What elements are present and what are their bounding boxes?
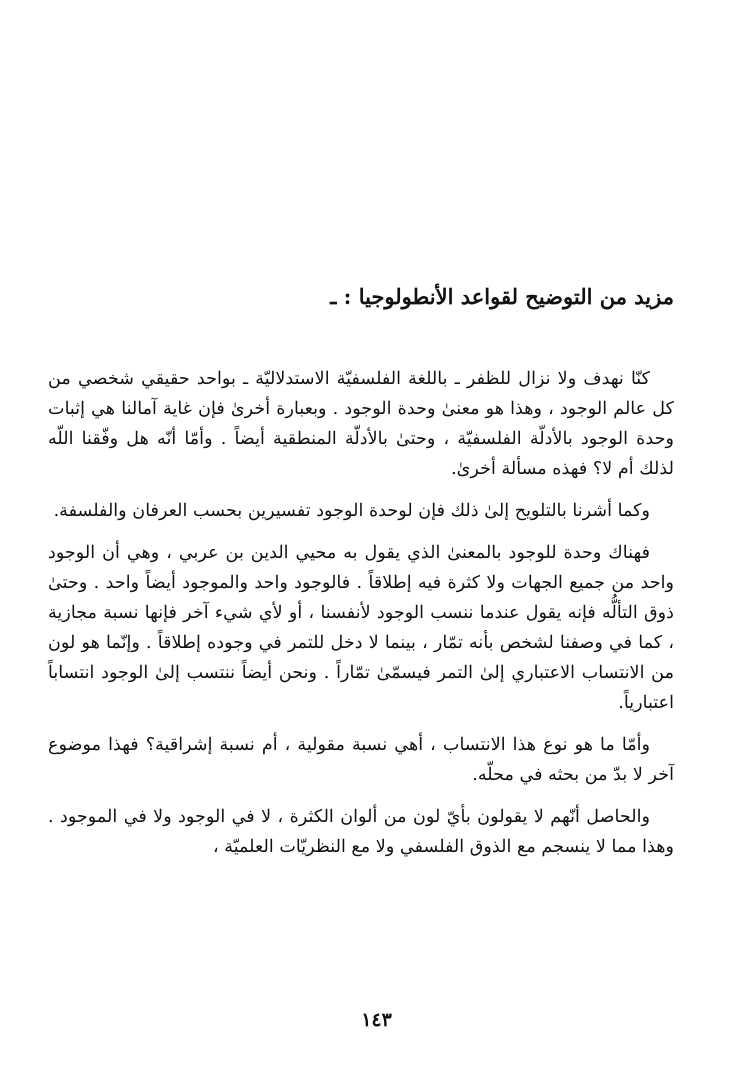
section-heading: مزيد من التوضيح لقواعد الأنطولوجيا : ـ	[330, 284, 674, 309]
paragraph: كنّا نهدف ولا نزال للظفر ـ باللغة الفلسفيّة الاستدلاليّة ـ بواحد حقيقي شخصي من كل عالم الوجود ، وهذا هو معنىٰ وحدة الوجود . وبعبارة أخرىٰ فإن غاية آمالنا هي إثبات وحدة الوجود بالأدلّة الفلسفيّة ، وحتىٰ بالأدلّة المنطقية أيضاً . وأمّا أنّه هل وفّقنا اللّه لذلك أم لا؟ فهذه مسألة أخرىٰ.	[48, 369, 674, 479]
paragraph: وأمّا ما هو نوع هذا الانتساب ، أهي نسبة مقولية ، أم نسبة إشراقية؟ فهذا موضوع آخر لا بدّ من بحثه في محلّه.	[48, 735, 674, 785]
page-number: ١٤٣	[361, 1009, 392, 1031]
paragraph: والحاصل أنّهم لا يقولون بأيّ لون من ألوان الكثرة ، لا في الوجود ولا في الموجود . وهذا مما لا ينسجم مع الذوق الفلسفي ولا مع النظريّات العلميّة ،	[48, 807, 674, 857]
paragraph: فهناك وحدة للوجود بالمعنىٰ الذي يقول به محيي الدين بن عربي ، وهي أن الوجود واحد من جميع الجهات ولا كثرة فيه إطلاقاً . فالوجود واحد والموجود أيضاً واحد . وحتىٰ ذوق التألُّه فإنه يقول عندما ننسب الوجود لأنفسنا ، أو لأي شيء آخر فإنها نسبة مجازية ، كما في وصفنا لشخص بأنه تمّار ، بينما لا دخل للتمر في وجوده إطلاقاً . وإنّما هو لون من الانتساب الاعتباري إلىٰ التمر فيسمّىٰ تمّاراً . ونحن أيضاً ننتسب إلىٰ الوجود انتساباً اعتبارياً.	[48, 543, 674, 713]
paragraph: وكما أشرنا بالتلويح إلىٰ ذلك فإن لوحدة الوجود تفسيرين بحسب العرفان والفلسفة.	[53, 501, 650, 521]
body-text	[48, 364, 674, 874]
